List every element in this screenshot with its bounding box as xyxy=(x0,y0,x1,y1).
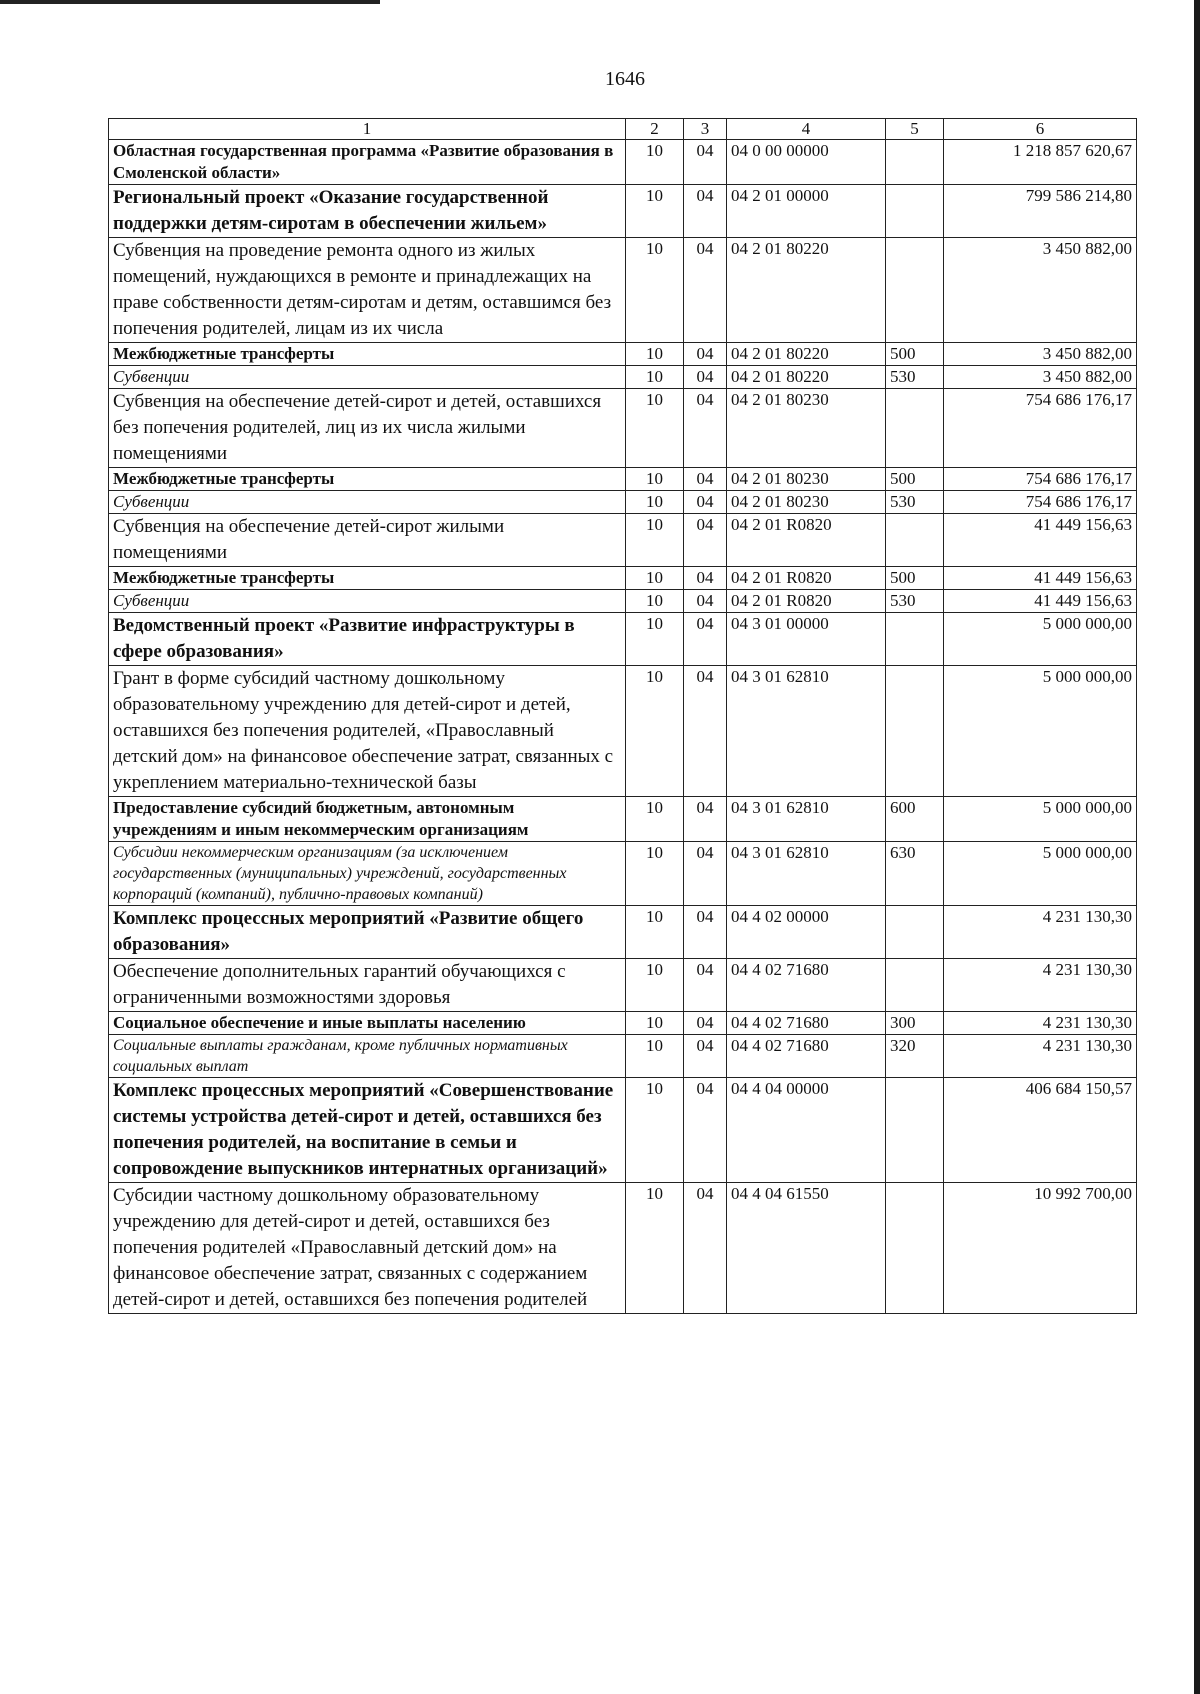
column-header-1: 1 xyxy=(109,119,626,140)
expense-type-code-cell xyxy=(886,185,944,238)
expense-type-code-cell: 530 xyxy=(886,491,944,514)
section-code-cell: 10 xyxy=(626,238,684,343)
subsection-code-cell: 04 xyxy=(684,842,727,906)
target-article-code-cell: 04 3 01 62810 xyxy=(727,666,886,797)
amount-cell: 406 684 150,57 xyxy=(944,1078,1137,1183)
target-article-code-cell: 04 3 01 62810 xyxy=(727,842,886,906)
subsection-code-cell: 04 xyxy=(684,567,727,590)
column-header-5: 5 xyxy=(886,119,944,140)
expense-type-code-cell xyxy=(886,666,944,797)
section-code-cell: 10 xyxy=(626,514,684,567)
row-name-cell: Субсидии некоммерческим организациям (за исключением государственных (муниципальных) учреждений, государственных корпораций (компаний), публично-правовых компаний) xyxy=(109,842,626,906)
amount-cell: 5 000 000,00 xyxy=(944,613,1137,666)
section-code-cell: 10 xyxy=(626,1078,684,1183)
table-row xyxy=(109,1035,1137,1078)
row-name-cell: Грант в форме субсидий частному дошкольному образовательному учреждению для детей-сирот и детей, оставшихся без попечения родителей, «Православный детский дом» на финансовое обеспечение затрат, связанных с укреплением материально-технической базы xyxy=(109,666,626,797)
subsection-code-cell: 04 xyxy=(684,389,727,468)
amount-cell: 41 449 156,63 xyxy=(944,514,1137,567)
section-code-cell: 10 xyxy=(626,959,684,1012)
expense-type-code-cell: 320 xyxy=(886,1035,944,1078)
table-row xyxy=(109,666,1137,797)
budget-table xyxy=(108,118,1137,1314)
row-name-cell: Комплекс процессных мероприятий «Развитие общего образования» xyxy=(109,906,626,959)
table-row xyxy=(109,797,1137,842)
amount-cell: 1 218 857 620,67 xyxy=(944,140,1137,185)
section-code-cell: 10 xyxy=(626,366,684,389)
expense-type-code-cell: 300 xyxy=(886,1012,944,1035)
target-article-code-cell: 04 4 04 00000 xyxy=(727,1078,886,1183)
table-row xyxy=(109,567,1137,590)
subsection-code-cell: 04 xyxy=(684,238,727,343)
row-name-cell: Субсидии частному дошкольному образовательному учреждению для детей-сирот и детей, оставшихся без попечения родителей «Православный детский дом» на финансовое обеспечение затрат, связанных с содержанием детей-сирот и детей, оставшихся без попечения родителей xyxy=(109,1183,626,1314)
target-article-code-cell: 04 2 01 80220 xyxy=(727,343,886,366)
row-name-cell: Ведомственный проект «Развитие инфраструктуры в сфере образования» xyxy=(109,613,626,666)
table-row xyxy=(109,468,1137,491)
subsection-code-cell: 04 xyxy=(684,468,727,491)
section-code-cell: 10 xyxy=(626,389,684,468)
table-row xyxy=(109,590,1137,613)
subsection-code-cell: 04 xyxy=(684,1012,727,1035)
table-row xyxy=(109,1078,1137,1183)
target-article-code-cell: 04 2 01 R0820 xyxy=(727,590,886,613)
subsection-code-cell: 04 xyxy=(684,797,727,842)
target-article-code-cell: 04 2 01 80220 xyxy=(727,238,886,343)
expense-type-code-cell xyxy=(886,613,944,666)
amount-cell: 4 231 130,30 xyxy=(944,959,1137,1012)
table-row xyxy=(109,959,1137,1012)
expense-type-code-cell: 500 xyxy=(886,343,944,366)
subsection-code-cell: 04 xyxy=(684,613,727,666)
amount-cell: 754 686 176,17 xyxy=(944,468,1137,491)
scan-right-edge xyxy=(1194,0,1200,1694)
subsection-code-cell: 04 xyxy=(684,185,727,238)
target-article-code-cell: 04 2 01 R0820 xyxy=(727,514,886,567)
amount-cell: 5 000 000,00 xyxy=(944,797,1137,842)
expense-type-code-cell: 630 xyxy=(886,842,944,906)
row-name-cell: Субвенции xyxy=(109,366,626,389)
amount-cell: 10 992 700,00 xyxy=(944,1183,1137,1314)
expense-type-code-cell: 530 xyxy=(886,590,944,613)
subsection-code-cell: 04 xyxy=(684,1035,727,1078)
row-name-cell: Межбюджетные трансферты xyxy=(109,567,626,590)
target-article-code-cell: 04 4 02 71680 xyxy=(727,1035,886,1078)
row-name-cell: Социальное обеспечение и иные выплаты населению xyxy=(109,1012,626,1035)
row-name-cell: Обеспечение дополнительных гарантий обучающихся с ограниченными возможностями здоровья xyxy=(109,959,626,1012)
table-row xyxy=(109,514,1137,567)
target-article-code-cell: 04 0 00 00000 xyxy=(727,140,886,185)
table-row xyxy=(109,613,1137,666)
row-name-cell: Субвенция на проведение ремонта одного из жилых помещений, нуждающихся в ремонте и принадлежащих на праве собственности детям-сиротам и детям, оставшимся без попечения родителей, лицам из их числа xyxy=(109,238,626,343)
section-code-cell: 10 xyxy=(626,567,684,590)
table-row xyxy=(109,389,1137,468)
expense-type-code-cell xyxy=(886,238,944,343)
expense-type-code-cell xyxy=(886,1078,944,1183)
column-header-6: 6 xyxy=(944,119,1137,140)
column-header-4: 4 xyxy=(727,119,886,140)
section-code-cell: 10 xyxy=(626,797,684,842)
amount-cell: 41 449 156,63 xyxy=(944,567,1137,590)
scan-top-edge xyxy=(0,0,380,4)
row-name-cell: Межбюджетные трансферты xyxy=(109,468,626,491)
subsection-code-cell: 04 xyxy=(684,343,727,366)
row-name-cell: Региональный проект «Оказание государственной поддержки детям-сиротам в обеспечении жильем» xyxy=(109,185,626,238)
target-article-code-cell: 04 4 02 00000 xyxy=(727,906,886,959)
row-name-cell: Субвенция на обеспечение детей-сирот и детей, оставшихся без попечения родителей, лиц из их числа жилыми помещениями xyxy=(109,389,626,468)
expense-type-code-cell: 500 xyxy=(886,567,944,590)
amount-cell: 754 686 176,17 xyxy=(944,389,1137,468)
subsection-code-cell: 04 xyxy=(684,959,727,1012)
subsection-code-cell: 04 xyxy=(684,906,727,959)
target-article-code-cell: 04 2 01 80230 xyxy=(727,491,886,514)
column-header-3: 3 xyxy=(684,119,727,140)
expense-type-code-cell xyxy=(886,514,944,567)
amount-cell: 3 450 882,00 xyxy=(944,343,1137,366)
section-code-cell: 10 xyxy=(626,613,684,666)
table-row xyxy=(109,238,1137,343)
expense-type-code-cell xyxy=(886,389,944,468)
section-code-cell: 10 xyxy=(626,842,684,906)
expense-type-code-cell: 530 xyxy=(886,366,944,389)
table-header-row xyxy=(109,119,1137,140)
subsection-code-cell: 04 xyxy=(684,366,727,389)
table-row xyxy=(109,1183,1137,1314)
target-article-code-cell: 04 3 01 00000 xyxy=(727,613,886,666)
amount-cell: 5 000 000,00 xyxy=(944,842,1137,906)
target-article-code-cell: 04 2 01 R0820 xyxy=(727,567,886,590)
amount-cell: 5 000 000,00 xyxy=(944,666,1137,797)
expense-type-code-cell xyxy=(886,140,944,185)
amount-cell: 4 231 130,30 xyxy=(944,1012,1137,1035)
target-article-code-cell: 04 4 02 71680 xyxy=(727,959,886,1012)
row-name-cell: Предоставление субсидий бюджетным, автономным учреждениям и иным некоммерческим организациям xyxy=(109,797,626,842)
target-article-code-cell: 04 2 01 00000 xyxy=(727,185,886,238)
subsection-code-cell: 04 xyxy=(684,514,727,567)
amount-cell: 3 450 882,00 xyxy=(944,238,1137,343)
row-name-cell: Комплекс процессных мероприятий «Совершенствование системы устройства детей-сирот и детей, оставшихся без попечения родителей, на воспитание в семьи и сопровождение выпускников интернатных организаций» xyxy=(109,1078,626,1183)
row-name-cell: Областная государственная программа «Развитие образования в Смоленской области» xyxy=(109,140,626,185)
table-row xyxy=(109,366,1137,389)
section-code-cell: 10 xyxy=(626,590,684,613)
amount-cell: 799 586 214,80 xyxy=(944,185,1137,238)
table-body xyxy=(109,140,1137,1314)
section-code-cell: 10 xyxy=(626,906,684,959)
section-code-cell: 10 xyxy=(626,185,684,238)
row-name-cell: Межбюджетные трансферты xyxy=(109,343,626,366)
table-row xyxy=(109,906,1137,959)
subsection-code-cell: 04 xyxy=(684,1183,727,1314)
page-number: 1646 xyxy=(605,68,645,90)
table-row xyxy=(109,491,1137,514)
target-article-code-cell: 04 2 01 80230 xyxy=(727,468,886,491)
subsection-code-cell: 04 xyxy=(684,140,727,185)
row-name-cell: Субвенция на обеспечение детей-сирот жилыми помещениями xyxy=(109,514,626,567)
table-row xyxy=(109,140,1137,185)
table-row xyxy=(109,842,1137,906)
section-code-cell: 10 xyxy=(626,1183,684,1314)
amount-cell: 41 449 156,63 xyxy=(944,590,1137,613)
target-article-code-cell: 04 3 01 62810 xyxy=(727,797,886,842)
amount-cell: 3 450 882,00 xyxy=(944,366,1137,389)
section-code-cell: 10 xyxy=(626,1035,684,1078)
target-article-code-cell: 04 2 01 80230 xyxy=(727,389,886,468)
amount-cell: 754 686 176,17 xyxy=(944,491,1137,514)
column-header-2: 2 xyxy=(626,119,684,140)
target-article-code-cell: 04 4 02 71680 xyxy=(727,1012,886,1035)
subsection-code-cell: 04 xyxy=(684,1078,727,1183)
section-code-cell: 10 xyxy=(626,468,684,491)
section-code-cell: 10 xyxy=(626,491,684,514)
subsection-code-cell: 04 xyxy=(684,666,727,797)
expense-type-code-cell xyxy=(886,1183,944,1314)
expense-type-code-cell xyxy=(886,959,944,1012)
subsection-code-cell: 04 xyxy=(684,491,727,514)
target-article-code-cell: 04 4 04 61550 xyxy=(727,1183,886,1314)
expense-type-code-cell xyxy=(886,906,944,959)
table-row xyxy=(109,1012,1137,1035)
row-name-cell: Социальные выплаты гражданам, кроме публичных нормативных социальных выплат xyxy=(109,1035,626,1078)
target-article-code-cell: 04 2 01 80220 xyxy=(727,366,886,389)
row-name-cell: Субвенции xyxy=(109,491,626,514)
amount-cell: 4 231 130,30 xyxy=(944,906,1137,959)
table-row xyxy=(109,343,1137,366)
section-code-cell: 10 xyxy=(626,140,684,185)
table-row xyxy=(109,185,1137,238)
subsection-code-cell: 04 xyxy=(684,590,727,613)
section-code-cell: 10 xyxy=(626,666,684,797)
section-code-cell: 10 xyxy=(626,343,684,366)
expense-type-code-cell: 600 xyxy=(886,797,944,842)
row-name-cell: Субвенции xyxy=(109,590,626,613)
expense-type-code-cell: 500 xyxy=(886,468,944,491)
section-code-cell: 10 xyxy=(626,1012,684,1035)
amount-cell: 4 231 130,30 xyxy=(944,1035,1137,1078)
